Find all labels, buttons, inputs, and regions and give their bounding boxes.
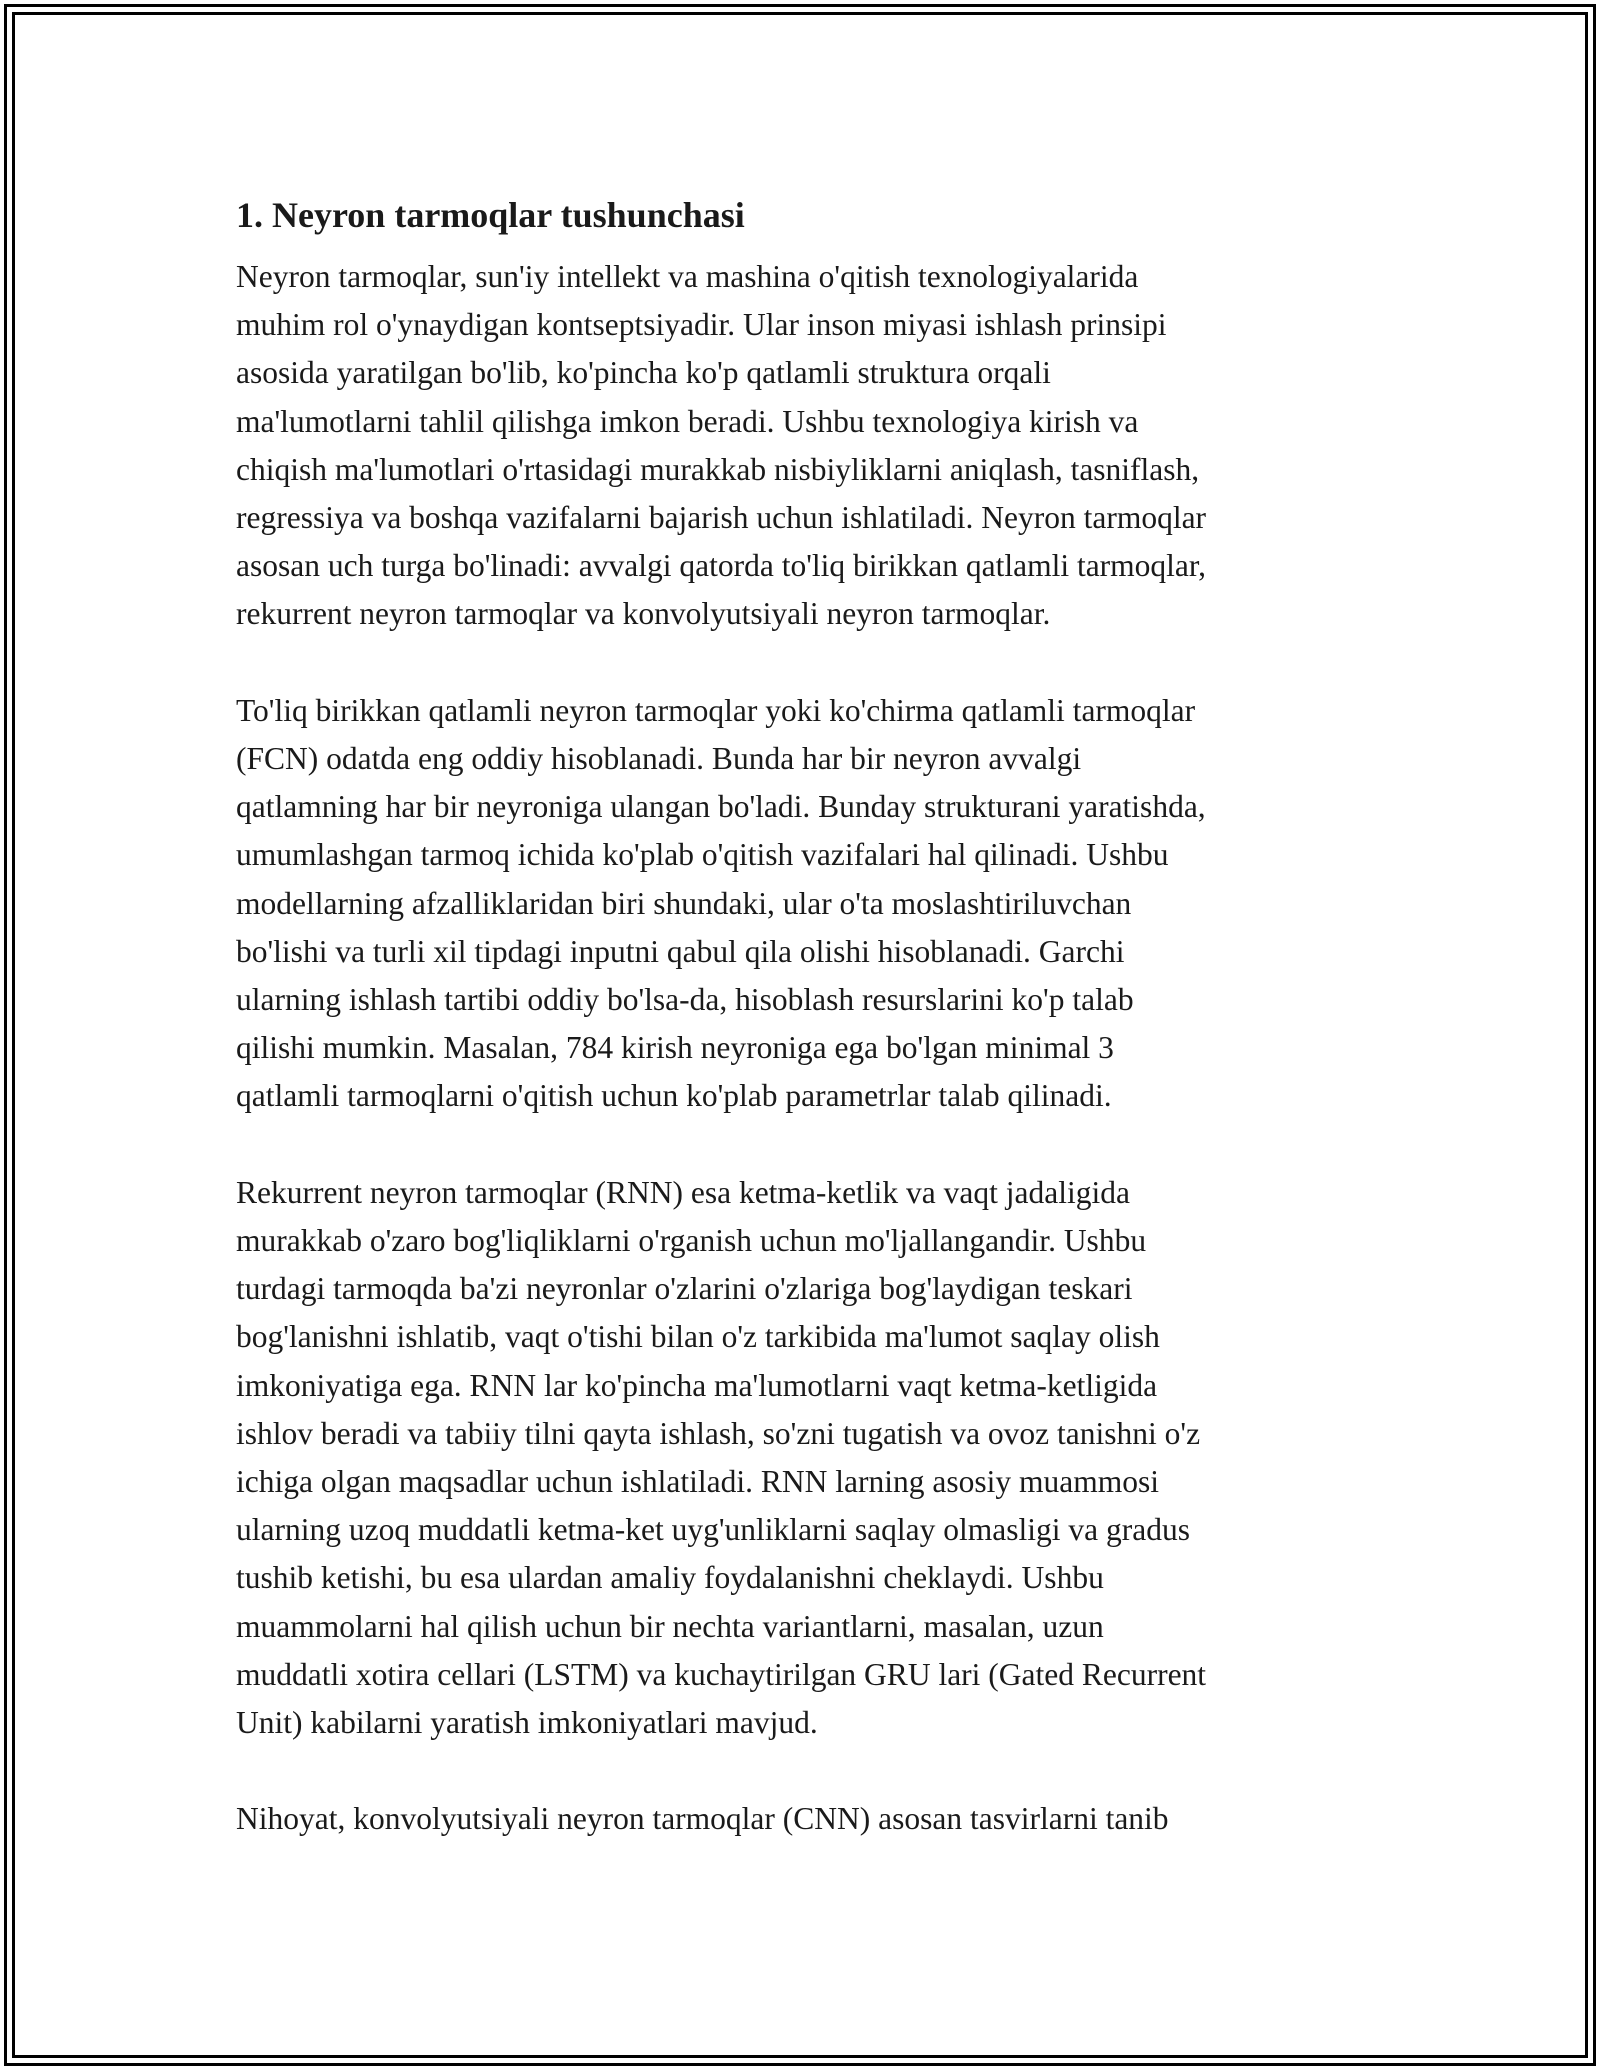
paragraph-fcn: To'liq birikkan qatlamli neyron tarmoqlar yoki ko'chirma qatlamli tarmoqlar (FCN) odatda eng oddiy hisoblanadi. Bunda har bir neyron avvalgi qatlamning har bir neyroniga ulangan bo'ladi. Bunday strukturani yaratishda, umumlashgan tarmoq ichida ko'plab o'qitish vazifalari hal qilinadi. Ushbu modellarning afzalliklaridan biri shundaki, ular o'ta moslashtiriluvchan bo'lishi va turli xil tipdagi inputni qabul qila olishi hisoblanadi. Garchi ularning ishlash tartibi oddiy bo'lsa-da, hisoblash resurslarini ko'p talab qilishi mumkin. Masalan, 784 kirish neyroniga ega bo'lgan minimal 3 qatlamli tarmoqlarni o'qitish uchun ko'plab parametrlar talab qilinadi. [236, 692, 1206, 1114]
document-body [236, 185, 1376, 1892]
paragraph-cnn: Nihoyat, konvolyutsiyali neyron tarmoqlar (CNN) asosan tasvirlarni tanib [236, 1801, 1169, 1837]
paragraph-intro: Neyron tarmoqlar, sun'iy intellekt va mashina o'qitish texnologiyalarida muhim rol o'ynaydigan kontseptsiyadir. Ular inson miyasi ishlash prinsipi asosida yaratilgan bo'lib, ko'pincha ko'p qatlamli struktura orqali ma'lumotlarni tahlil qilishga imkon beradi. Ushbu texnologiya kirish va chiqish ma'lumotlari o'rtasidagi murakkab nisbiyliklarni aniqlash, tasniflash, regressiya va boshqa vazifalarni bajarish uchun ishlatiladi. Neyron tarmoqlar asosan uch turga bo'linadi: avvalgi qatorda to'liq birikkan qatlamli tarmoqlar, rekurrent neyron tarmoqlar va konvolyutsiyali neyron tarmoqlar. [236, 259, 1207, 632]
paragraph-rnn: Rekurrent neyron tarmoqlar (RNN) esa ketma-ketlik va vaqt jadaligida murakkab o'zaro bog'liqliklarni o'rganish uchun mo'ljallangandir. Ushbu turdagi tarmoqda ba'zi neyronlar o'zlarini o'zlariga bog'laydigan teskari bog'lanishni ishlatib, vaqt o'tishi bilan o'z tarkibida ma'lumot saqlay olish imkoniyatiga ega. RNN lar ko'pincha ma'lumotlarni vaqt ketma-ketligida ishlov beradi va tabiiy tilni qayta ishlash, so'zni tugatish va ovoz tanishni o'z ichiga olgan maqsadlar uchun ishlatiladi. RNN larning asosiy muammosi ularning uzoq muddatli ketma-ket uyg'unliklarni saqlay olmasligi va gradus tushib ketishi, bu esa ulardan amaliy foydalanishni cheklaydi. Ushbu muammolarni hal qilish uchun bir nechta variantlarni, masalan, uzun muddatli xotira cellari (LSTM) va kuchaytirilgan GRU lari (Gated Recurrent Unit) kabilarni yaratish imkoniyatlari mavjud. [236, 1174, 1207, 1741]
section-heading: 1. Neyron tarmoqlar tushunchasi [236, 195, 745, 235]
